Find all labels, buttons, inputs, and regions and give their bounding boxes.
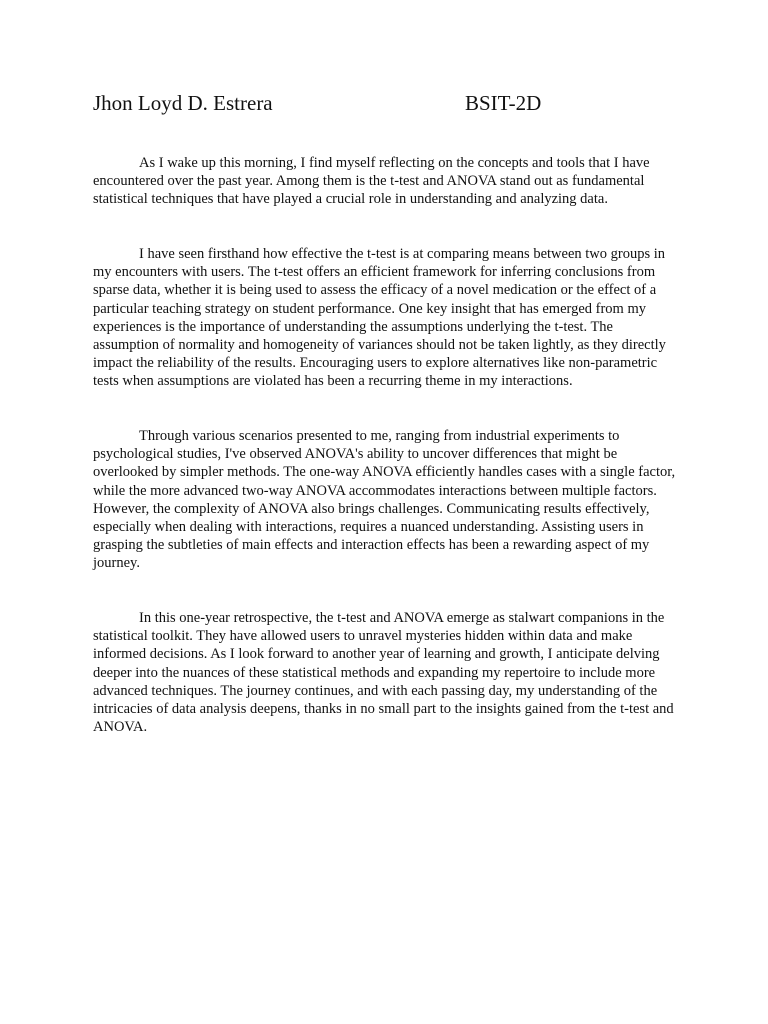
author-name: Jhon Loyd D. Estrera	[93, 91, 273, 115]
essay-paragraph-1: As I wake up this morning, I find myself reflecting on the concepts and tools that I have encountered over the past year. Among them is the t-test and ANOVA stand out as fundamental statistical techniques that have played a crucial role in understanding and analyzing data.	[93, 155, 650, 208]
essay-paragraph-4: In this one-year retrospective, the t-test and ANOVA emerge as stalwart companions in the statistical toolkit. They have allowed users to unravel mysteries hidden within data and make informed decisions. As I look forward to another year of learning and growth, I anticipate delving deeper into the nuances of these statistical methods and expanding my repertoire to include more advanced techniques. The journey continues, and with each passing day, my understanding of the intricacies of data analysis deepens, thanks in no small part to the insights gained from the t-test and ANOVA.	[93, 610, 674, 736]
essay-paragraph-3: Through various scenarios presented to me, ranging from industrial experiments to psychological studies, I've observed ANOVA's ability to uncover differences that might be overlooked by simpler methods. The one-way ANOVA efficiently handles cases with a single factor, while the more advanced two-way ANOVA accommodates interactions between multiple factors. However, the complexity of ANOVA also brings challenges. Communicating results effectively, especially when dealing with interactions, requires a nuanced understanding. Assisting users in grasping the subtleties of main effects and interaction effects has been a rewarding aspect of my journey.	[93, 428, 676, 572]
essay-body	[93, 154, 677, 773]
essay-paragraph-2: I have seen firsthand how effective the t-test is at comparing means between two groups in my encounters with users. The t-test offers an efficient framework for inferring conclusions from sparse data, whether it is being used to assess the efficacy of a novel medication or the effect of a particular teaching strategy on student performance. One key insight that has emerged from my experiences is the importance of understanding the assumptions underlying the t-test. The assumption of normality and homogeneity of variances should not be taken lightly, as they directly impact the reliability of the results. Encouraging users to explore alternatives like non-parametric tests when assumptions are violated has been a recurring theme in my interactions.	[93, 246, 666, 390]
class-section: BSIT-2D	[465, 91, 542, 115]
document-header	[93, 89, 693, 119]
